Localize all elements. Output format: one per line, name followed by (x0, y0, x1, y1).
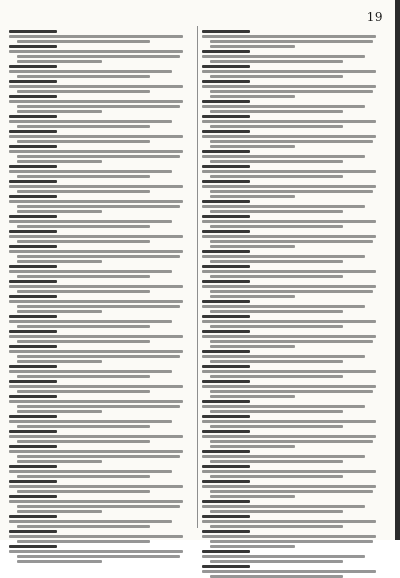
entry-text-line (210, 260, 343, 263)
entry-text-line (210, 45, 295, 48)
directory-entry (202, 298, 387, 313)
entry-text-line (17, 240, 150, 243)
directory-entry (9, 293, 194, 313)
entry-surname-line (202, 250, 250, 253)
entry-surname-line (9, 30, 57, 33)
entry-text-line (9, 235, 183, 238)
entry-surname-line (9, 265, 57, 268)
entry-text-line (202, 435, 376, 438)
entry-text-line (9, 535, 183, 538)
directory-entry (202, 48, 387, 63)
entry-text-line (9, 35, 183, 38)
entry-text-line (202, 405, 365, 408)
entry-text-line (9, 450, 183, 453)
directory-entry (202, 113, 387, 128)
entry-surname-line (9, 65, 57, 68)
entry-text-line (17, 90, 150, 93)
entry-text-line (17, 475, 150, 478)
directory-entry (202, 148, 387, 163)
entry-text-line (17, 425, 150, 428)
entry-text-line (202, 485, 376, 488)
entry-text-line (210, 345, 295, 348)
directory-entry (202, 313, 387, 328)
directory-entry (202, 548, 387, 563)
directory-entry (202, 198, 387, 213)
entry-text-line (17, 260, 102, 263)
directory-entry (202, 163, 387, 178)
entry-text-line (9, 85, 183, 88)
directory-entry (202, 28, 387, 48)
entry-text-line (17, 540, 150, 543)
entry-text-line (17, 275, 150, 278)
directory-entry (202, 228, 387, 248)
entry-text-line (210, 375, 343, 378)
entry-surname-line (202, 530, 250, 533)
directory-entry (9, 93, 194, 113)
directory-entry (202, 428, 387, 448)
directory-entry (202, 213, 387, 228)
entry-text-line (210, 140, 373, 143)
entry-surname-line (202, 215, 250, 218)
directory-entry (9, 378, 194, 393)
entry-text-line (210, 225, 343, 228)
directory-entry (202, 328, 387, 348)
directory-entry (202, 513, 387, 528)
entry-text-line (210, 310, 343, 313)
entry-text-line (202, 255, 365, 258)
entry-text-line (202, 285, 376, 288)
directory-entry (9, 43, 194, 63)
directory-entry (9, 513, 194, 528)
entry-text-line (17, 390, 150, 393)
entry-text-line (9, 385, 183, 388)
entry-text-line (210, 110, 343, 113)
entry-text-line (202, 385, 376, 388)
directory-entry (9, 263, 194, 278)
entry-text-line (210, 60, 343, 63)
entry-text-line (202, 35, 376, 38)
entry-surname-line (9, 315, 57, 318)
directory-entry (9, 143, 194, 163)
entry-text-line (210, 390, 373, 393)
entry-text-line (17, 410, 102, 413)
entry-surname-line (9, 395, 57, 398)
entry-surname-line (202, 400, 250, 403)
directory-entry (9, 178, 194, 193)
entry-text-line (210, 475, 343, 478)
entry-surname-line (202, 280, 250, 283)
directory-entry (9, 428, 194, 443)
entry-text-line (17, 140, 150, 143)
entry-text-line (210, 40, 373, 43)
entry-text-line (9, 120, 172, 123)
entry-surname-line (9, 280, 57, 283)
entry-text-line (210, 545, 295, 548)
directory-entry (9, 343, 194, 363)
entry-text-line (17, 105, 180, 108)
entry-surname-line (202, 450, 250, 453)
entry-text-line (202, 470, 376, 473)
directory-entry (9, 463, 194, 478)
entry-text-line (210, 525, 343, 528)
entry-text-line (17, 490, 150, 493)
entry-text-line (9, 470, 172, 473)
entry-text-line (210, 90, 373, 93)
directory-entry (9, 213, 194, 228)
entry-text-line (9, 520, 172, 523)
entry-text-line (9, 50, 183, 53)
entry-text-line (202, 370, 376, 373)
entry-surname-line (9, 465, 57, 468)
entry-surname-line (202, 80, 250, 83)
entry-surname-line (9, 145, 57, 148)
entry-text-line (9, 370, 172, 373)
directory-entry (202, 263, 387, 278)
entry-text-line (17, 225, 150, 228)
directory-entry (9, 193, 194, 213)
directory-entry (9, 313, 194, 328)
directory-entry (9, 528, 194, 543)
directory-entry (202, 98, 387, 113)
entry-surname-line (202, 480, 250, 483)
entry-text-line (17, 560, 102, 563)
directory-entry (202, 378, 387, 398)
entry-text-line (210, 75, 343, 78)
entry-surname-line (9, 45, 57, 48)
entry-text-line (210, 460, 343, 463)
directory-entry (9, 78, 194, 93)
entry-surname-line (9, 195, 57, 198)
directory-entry (9, 128, 194, 143)
entry-text-line (9, 220, 172, 223)
entry-surname-line (9, 430, 57, 433)
entry-surname-line (9, 480, 57, 483)
entry-text-line (9, 550, 183, 553)
entry-text-line (17, 360, 102, 363)
entry-text-line (17, 375, 150, 378)
directory-entry (202, 78, 387, 98)
entry-surname-line (202, 100, 250, 103)
entry-surname-line (202, 315, 250, 318)
entry-text-line (202, 335, 376, 338)
entry-surname-line (9, 165, 57, 168)
directory-entry (202, 563, 387, 578)
entry-text-line (210, 410, 343, 413)
entry-text-line (9, 170, 172, 173)
entry-text-line (17, 160, 102, 163)
entry-text-line (17, 60, 102, 63)
directory-entry (9, 363, 194, 378)
entry-text-line (17, 75, 150, 78)
entry-text-line (9, 500, 183, 503)
entry-text-line (202, 305, 365, 308)
entry-text-line (202, 85, 376, 88)
entry-text-line (9, 335, 183, 338)
entry-surname-line (202, 180, 250, 183)
entry-surname-line (202, 165, 250, 168)
entry-surname-line (9, 445, 57, 448)
entry-text-line (202, 70, 376, 73)
entry-text-line (9, 200, 183, 203)
directory-entry (202, 278, 387, 298)
entry-text-line (9, 70, 172, 73)
directory-entry (9, 278, 194, 293)
entry-text-line (17, 210, 102, 213)
entry-text-line (17, 155, 180, 158)
entry-surname-line (9, 180, 57, 183)
entry-surname-line (202, 30, 250, 33)
entry-text-line (210, 440, 373, 443)
directory-entry (202, 178, 387, 198)
entry-text-line (210, 445, 295, 448)
entry-text-line (9, 270, 172, 273)
entry-text-line (17, 175, 150, 178)
entry-text-line (9, 100, 183, 103)
entry-text-line (17, 190, 150, 193)
entry-surname-line (9, 515, 57, 518)
directory-entry (9, 63, 194, 78)
entry-surname-line (202, 350, 250, 353)
entry-surname-line (9, 295, 57, 298)
entry-text-line (202, 455, 365, 458)
entry-surname-line (9, 245, 57, 248)
entry-text-line (210, 175, 343, 178)
entry-text-line (9, 285, 183, 288)
entry-text-line (17, 55, 180, 58)
directory-entry (9, 113, 194, 128)
entry-text-line (17, 290, 150, 293)
entry-surname-line (202, 380, 250, 383)
directory-entry (202, 528, 387, 548)
entry-surname-line (202, 65, 250, 68)
entry-text-line (202, 355, 365, 358)
entry-surname-line (9, 95, 57, 98)
entry-text-line (202, 520, 376, 523)
entry-text-line (210, 95, 295, 98)
entry-surname-line (9, 380, 57, 383)
directory-entry (9, 493, 194, 513)
entry-text-line (17, 405, 180, 408)
entry-text-line (9, 150, 183, 153)
entry-text-line (210, 495, 295, 498)
entry-surname-line (202, 500, 250, 503)
entry-text-line (17, 110, 102, 113)
entry-text-line (202, 320, 376, 323)
entry-surname-line (202, 265, 250, 268)
entry-text-line (202, 535, 376, 538)
entry-surname-line (202, 300, 250, 303)
entry-text-line (17, 340, 150, 343)
entry-text-line (9, 135, 183, 138)
entry-text-line (17, 305, 180, 308)
entry-text-line (9, 350, 183, 353)
directory-entry (202, 363, 387, 378)
directory-entry (9, 443, 194, 463)
entry-text-line (210, 325, 343, 328)
entry-surname-line (9, 530, 57, 533)
entry-text-line (202, 135, 376, 138)
entry-text-line (210, 540, 373, 543)
directory-entry (202, 448, 387, 463)
entry-text-line (202, 120, 376, 123)
entry-surname-line (9, 345, 57, 348)
directory-entry (9, 28, 194, 43)
entry-text-line (17, 460, 102, 463)
entry-text-line (17, 325, 150, 328)
entry-text-line (210, 425, 343, 428)
entry-text-line (210, 145, 295, 148)
directory-entry (9, 413, 194, 428)
entry-surname-line (202, 515, 250, 518)
left-column (9, 28, 194, 526)
entry-text-line (9, 300, 183, 303)
directory-entry (202, 413, 387, 428)
entry-text-line (210, 360, 343, 363)
right-column (202, 28, 387, 526)
directory-entry (9, 328, 194, 343)
page-number: 19 (366, 10, 383, 24)
entry-surname-line (9, 330, 57, 333)
entry-text-line (202, 420, 376, 423)
entry-text-line (9, 400, 183, 403)
entry-text-line (210, 195, 295, 198)
entry-text-line (17, 440, 150, 443)
entry-text-line (9, 435, 183, 438)
entry-surname-line (9, 115, 57, 118)
entry-text-line (210, 210, 343, 213)
entry-text-line (202, 220, 376, 223)
entry-surname-line (9, 495, 57, 498)
entry-surname-line (202, 465, 250, 468)
entry-text-line (17, 525, 150, 528)
entry-surname-line (202, 430, 250, 433)
entry-surname-line (9, 80, 57, 83)
directory-entry (202, 63, 387, 78)
entry-text-line (210, 245, 295, 248)
directory-entry (9, 393, 194, 413)
entry-surname-line (202, 565, 250, 568)
entry-text-line (202, 505, 365, 508)
entry-surname-line (202, 330, 250, 333)
entry-text-line (9, 185, 183, 188)
entry-text-line (9, 420, 172, 423)
entry-text-line (17, 455, 180, 458)
entry-text-line (17, 255, 180, 258)
entry-surname-line (9, 130, 57, 133)
entry-text-line (210, 295, 295, 298)
entry-text-line (202, 205, 365, 208)
entry-text-line (202, 55, 365, 58)
entry-surname-line (9, 230, 57, 233)
entry-surname-line (202, 115, 250, 118)
entry-text-line (9, 485, 183, 488)
directory-entry (9, 543, 194, 563)
entry-text-line (17, 510, 102, 513)
entry-text-line (210, 560, 343, 563)
entry-surname-line (9, 415, 57, 418)
entry-text-line (210, 240, 373, 243)
entry-text-line (210, 340, 373, 343)
entry-text-line (210, 125, 343, 128)
column-divider (197, 26, 198, 528)
directory-entry (9, 228, 194, 243)
entry-text-line (210, 395, 295, 398)
entry-surname-line (9, 365, 57, 368)
entry-text-line (9, 250, 183, 253)
entry-text-line (202, 155, 365, 158)
entry-text-line (202, 270, 376, 273)
directory-entry (202, 398, 387, 413)
entry-text-line (210, 160, 343, 163)
entry-surname-line (202, 365, 250, 368)
entry-surname-line (202, 50, 250, 53)
entry-text-line (17, 310, 102, 313)
entry-text-line (17, 355, 180, 358)
entry-text-line (202, 170, 376, 173)
entry-text-line (202, 570, 376, 573)
entry-text-line (202, 185, 376, 188)
directory-entry (9, 163, 194, 178)
entry-text-line (17, 125, 150, 128)
entry-text-line (17, 205, 180, 208)
entry-surname-line (202, 415, 250, 418)
entry-surname-line (202, 130, 250, 133)
directory-entry (202, 128, 387, 148)
entry-surname-line (202, 150, 250, 153)
entry-surname-line (202, 550, 250, 553)
entry-text-line (210, 510, 343, 513)
entry-text-line (202, 555, 365, 558)
directory-entry (202, 248, 387, 263)
directory-entry (202, 463, 387, 478)
directory-entry (202, 348, 387, 363)
entry-surname-line (202, 230, 250, 233)
directory-entry (202, 478, 387, 498)
entry-text-line (210, 190, 373, 193)
entry-surname-line (9, 545, 57, 548)
entry-text-line (17, 505, 180, 508)
entry-text-line (210, 290, 373, 293)
entry-surname-line (202, 200, 250, 203)
entry-text-line (9, 320, 172, 323)
entry-text-line (210, 275, 343, 278)
entry-text-line (202, 235, 376, 238)
directory-entry (202, 498, 387, 513)
entry-surname-line (9, 215, 57, 218)
directory-entry (9, 478, 194, 493)
directory-entry (9, 243, 194, 263)
entry-text-line (17, 40, 150, 43)
entry-text-line (202, 105, 365, 108)
entry-text-line (17, 555, 180, 558)
entry-text-line (210, 490, 373, 493)
